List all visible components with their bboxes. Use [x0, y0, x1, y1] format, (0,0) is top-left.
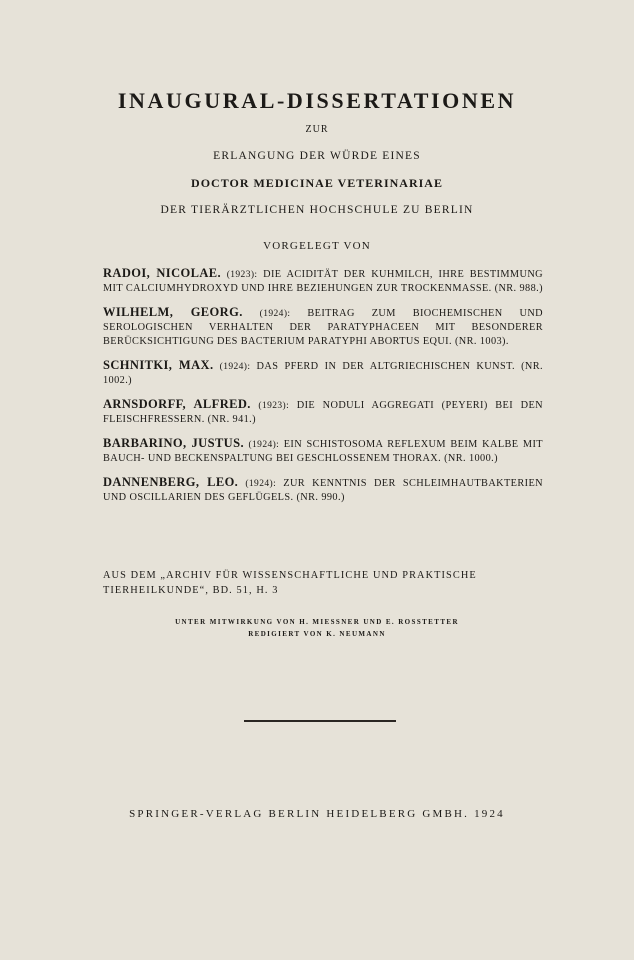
source-note: AUS DEM „ARCHIV FÜR WISSENSCHAFTLICHE UND PRAKTISCHE TIERHEILKUNDE“, BD. 51, H. 3 — [103, 570, 477, 596]
dissertation-entry — [103, 475, 543, 505]
entry-year: (1924): — [245, 479, 277, 489]
divider-rule — [244, 720, 396, 722]
dissertation-entry — [103, 305, 543, 349]
institution: DER TIERÄRZTLICHEN HOCHSCHULE ZU BERLIN — [160, 204, 474, 216]
entry-text: DIE NODULI AGGREGATI (PEYERI) BEI DEN FLEISCHFRESSERN. (NR. 941.) — [103, 400, 543, 425]
entry-year: (1923): — [258, 401, 290, 411]
collaboration-note: UNTER MITWIRKUNG VON H. MIESSNER UND E. ROSSTETTER — [175, 618, 459, 626]
entry-text: EIN SCHISTOSOMA REFLEXUM BEIM KALBE MIT BAUCH- UND BECKENSPALTUNG BEI GESCHLOSSENEM THORAX. (NR. 1000.) — [103, 439, 543, 464]
entry-text: BEITRAG ZUM BIOCHEMISCHEN UND SEROLOGISCHEN VERHALTEN DER PARATYPHACEEN MIT BESONDERER BERÜCKSICHTIGUNG DES BACTERIUM PARATYPHI ABORTUS EQUI. (NR. 1003). — [103, 308, 543, 347]
entry-text: DAS PFERD IN DER ALTGRIECHISCHEN KUNST. (NR. 1002.) — [103, 361, 543, 386]
submitted-by: VORGELEGT VON — [263, 240, 371, 252]
entry-author: SCHNITKI, MAX. — [103, 358, 214, 372]
dissertation-entry — [103, 266, 543, 296]
entry-author: WILHELM, GEORG. — [103, 305, 243, 319]
dissertation-entry — [103, 358, 543, 388]
entry-author: RADOI, NICOLAE. — [103, 266, 222, 280]
entry-author: ARNSDORFF, ALFRED. — [103, 397, 251, 411]
entry-author: DANNENBERG, LEO. — [103, 475, 239, 489]
dissertation-entry — [103, 436, 543, 466]
dissertation-list — [103, 266, 543, 514]
entry-year: (1923): — [226, 270, 258, 280]
entry-text: DIE ACIDITÄT DER KUHMILCH, IHRE BESTIMMUNG MIT CALCIUMHYDROXYD UND IHRE BEZIEHUNGEN ZUR TROCKENMASSE. (NR. 988.) — [103, 269, 543, 294]
entry-year: (1924): — [248, 440, 280, 450]
subtitle-line-1: ERLANGUNG DER WÜRDE EINES — [213, 150, 421, 162]
page-title: INAUGURAL-DISSERTATIONEN — [117, 88, 517, 113]
editor-note: REDIGIERT VON K. NEUMANN — [248, 630, 386, 638]
dissertation-entry — [103, 397, 543, 427]
entry-year: (1924): — [259, 309, 291, 319]
degree-title: DOCTOR MEDICINAE VETERINARIAE — [191, 176, 443, 190]
entry-year: (1924): — [219, 362, 251, 372]
subtitle-zur: ZUR — [305, 124, 329, 135]
entry-text: ZUR KENNTNIS DER SCHLEIMHAUTBAKTERIEN UND OSCILLARIEN DES GEFLÜGELS. (NR. 990.) — [103, 478, 543, 503]
publisher-imprint: SPRINGER-VERLAG BERLIN HEIDELBERG GMBH. 1924 — [129, 808, 505, 820]
entry-author: BARBARINO, JUSTUS. — [103, 436, 244, 450]
